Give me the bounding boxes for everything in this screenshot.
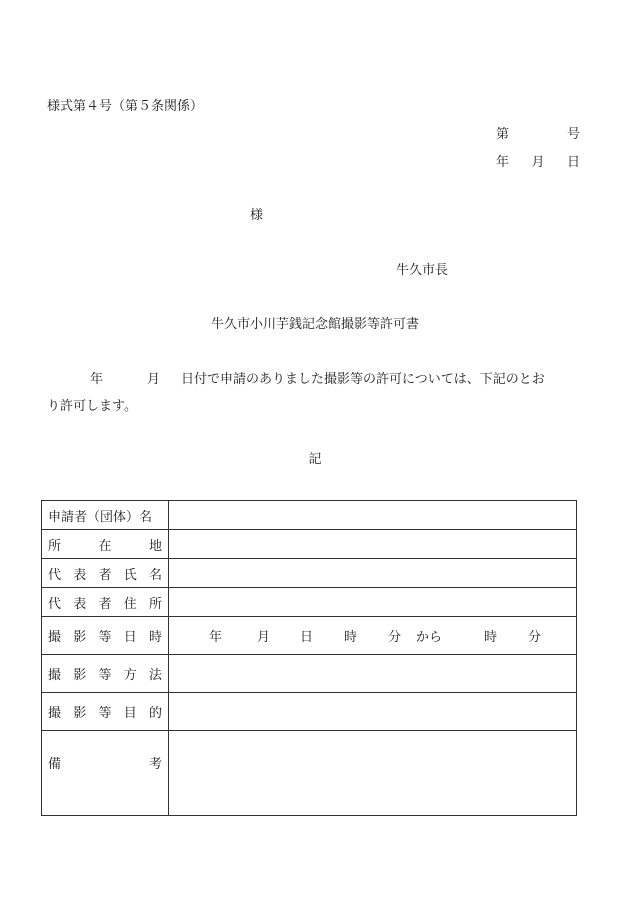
label-char: 氏: [123, 567, 137, 583]
label-char: 影: [73, 668, 87, 683]
method-label: [42, 655, 169, 693]
body-text-1: 日付で申請のありました撮影等の許可については、下記のとお: [181, 372, 545, 387]
applicant-label: 申請者（団体）名: [42, 501, 169, 530]
table-row: [42, 693, 577, 731]
label-char: 時: [148, 630, 162, 645]
label-char: 名: [148, 567, 162, 583]
purpose-label: [42, 693, 169, 731]
dt-from: から: [416, 630, 443, 645]
rep-name-label: [42, 559, 169, 588]
label-char: 住: [123, 596, 137, 612]
label-char: 日: [123, 630, 137, 645]
document-title: 牛久市小川芋銭記念館撮影等許可書: [210, 317, 419, 332]
dt-hour2: 時: [484, 630, 498, 645]
table-row: [42, 530, 577, 559]
label-char: 目: [123, 706, 137, 721]
label-char: 等: [98, 668, 112, 683]
label-char: 影: [73, 630, 87, 645]
label-char: 代: [48, 567, 62, 583]
location-value[interactable]: [169, 530, 577, 559]
label-char: 表: [73, 596, 87, 612]
table-row: [42, 559, 577, 588]
issuer-name: 牛久市長: [396, 263, 449, 278]
label-char: 撮: [48, 668, 62, 683]
location-label: [42, 530, 169, 559]
label-char: 方: [123, 668, 137, 683]
label-char: 的: [148, 706, 162, 721]
table-row: [42, 731, 577, 816]
method-value[interactable]: [169, 655, 577, 693]
applicant-value[interactable]: [169, 501, 577, 530]
number-suffix: 号: [566, 127, 580, 142]
body-line-2: り許可します。: [47, 399, 137, 414]
dt-minute2: 分: [528, 630, 542, 645]
label-char: 者: [98, 596, 112, 612]
table-row: [42, 617, 577, 655]
label-char: 所: [148, 596, 162, 612]
table-row: [42, 501, 577, 530]
recipient-honorific: 様: [250, 208, 264, 223]
issue-date: [496, 155, 580, 171]
label-char: 在: [98, 538, 112, 554]
label-char: 考: [148, 757, 162, 772]
number-prefix: 第: [496, 127, 510, 142]
label-char: 備: [48, 757, 62, 772]
rep-address-label: [42, 588, 169, 617]
remarks-value[interactable]: [169, 731, 577, 816]
rep-name-value[interactable]: [169, 559, 577, 588]
dt-day: 日: [300, 630, 314, 645]
table-row: [42, 588, 577, 617]
label-char: 代: [48, 596, 62, 612]
label-char: 表: [73, 567, 87, 583]
document-number: [496, 127, 580, 143]
dt-minute: 分: [388, 630, 402, 645]
label-char: 等: [98, 706, 112, 721]
rep-address-value[interactable]: [169, 588, 577, 617]
form-number-label: 様式第４号（第５条関係）: [47, 99, 204, 114]
label-char: 法: [148, 668, 162, 683]
date-day: 日: [566, 155, 580, 170]
purpose-value[interactable]: [169, 693, 577, 731]
label-char: 等: [98, 630, 112, 645]
label-char: 所: [48, 538, 62, 554]
date-month: 月: [531, 155, 545, 170]
table-row: [42, 655, 577, 693]
datetime-label: [42, 617, 169, 655]
label-char: 影: [73, 706, 87, 721]
body-line-1: [90, 372, 545, 388]
label-char: 者: [98, 567, 112, 583]
label-char: 撮: [48, 706, 62, 721]
remarks-label: [42, 731, 169, 816]
permit-details-table: [41, 500, 577, 816]
label-char: 撮: [48, 630, 62, 645]
body-month: 月: [147, 372, 161, 387]
datetime-value[interactable]: [169, 617, 577, 655]
dt-hour: 時: [344, 630, 358, 645]
ki-heading: 記: [308, 452, 322, 467]
dt-year: 年: [209, 630, 223, 645]
label-char: 地: [148, 538, 162, 554]
date-year: 年: [496, 155, 510, 170]
body-year: 年: [90, 372, 104, 387]
dt-month: 月: [257, 630, 271, 645]
